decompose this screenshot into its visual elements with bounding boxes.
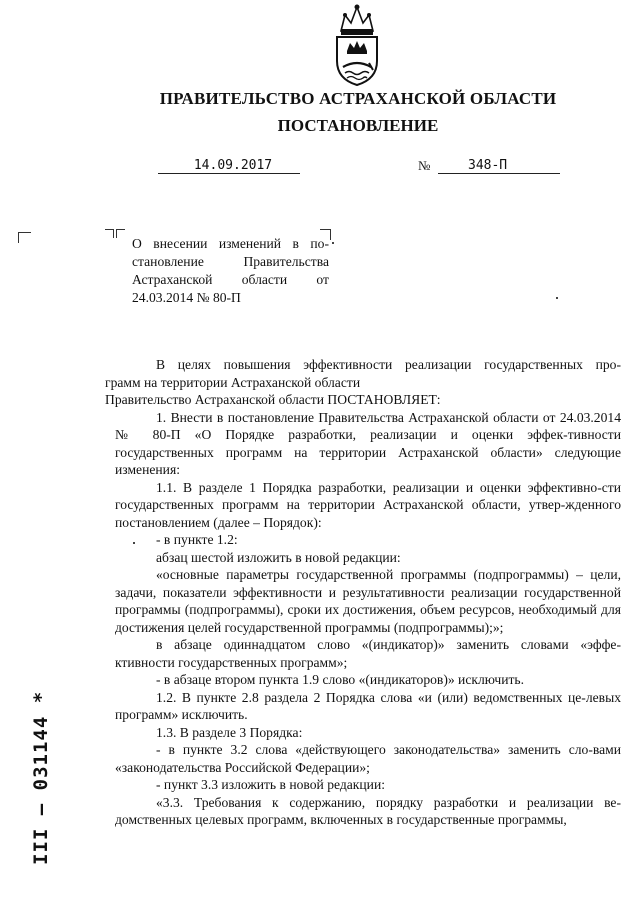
government-name: ПРАВИТЕЛЬСТВО АСТРАХАНСКОЙ ОБЛАСТИ: [159, 89, 557, 108]
serial-number-stamp: [19, 690, 52, 865]
corner-mark: [116, 229, 125, 238]
body-paragraph: «3.3. Требования к содержанию, порядку разработки и реализации ве-домственных целевых программ, включенных в государственные программы,: [115, 794, 621, 827]
document-title: [132, 235, 329, 307]
document-number: 348-П: [438, 158, 560, 174]
body-paragraph: - в пункте 1.2:: [156, 532, 238, 547]
title-line: Астраханской области от: [132, 272, 329, 287]
body-paragraph: «основные параметры государственной программы (подпрограммы) – цели, задачи, показатели эффективности и результативности реализации государственной программы (подпрограммы), сроки их достижения, объем ресурсов, необходимый для достижения целей государственной программы (подпрограммы);»;: [115, 567, 621, 635]
document-type-heading: ПОСТАНОВЛЕНИЕ: [277, 116, 439, 135]
title-line: О внесении изменений в по-: [132, 236, 329, 251]
corner-mark: [105, 229, 114, 238]
serial-number: ІІІ – 031144 *: [30, 690, 52, 865]
title-line: становление Правительства: [132, 254, 329, 269]
document-date: 14.09.2017: [158, 158, 300, 174]
body-paragraph: В целях повышения эффективности реализации государственных про-: [156, 357, 621, 372]
body-paragraph: 1.1. В разделе 1 Порядка разработки, реализации и оценки эффективно-сти государственных программ на территории Астраханской области, утвер-жденного постановлением (далее – Порядок):: [115, 479, 621, 530]
corner-mark: [18, 232, 31, 243]
coat-of-arms-icon: [329, 3, 385, 87]
body-paragraph: 1. Внести в постановление Правительства Астраханской области от 24.03.2014 № 80-П «О Порядке разработки, реализации и оценки эффек-тивности государственных программ на территории Астраханской области» следующие изменения:: [115, 409, 621, 477]
scan-speck: [332, 242, 334, 244]
body-paragraph: - в абзаце втором пункта 1.9 слово «(индикаторов)» исключить.: [156, 672, 525, 687]
body-paragraph: 1.2. В пункте 2.8 раздела 2 Порядка слова «и (или) ведомственных це-левых программ» исключить.: [115, 689, 621, 722]
body-paragraph: - в пункте 3.2 слова «действующего законодательства» заменить сло-вами «законодательства Российской Федерации»;: [115, 742, 621, 775]
title-line: 24.03.2014 № 80-П: [132, 290, 241, 305]
body-paragraph: 1.3. В разделе 3 Порядка:: [156, 724, 303, 740]
body-paragraph: - пункт 3.3 изложить в новой редакции:: [156, 777, 386, 792]
number-sign: №: [418, 158, 431, 173]
body-paragraph: грамм на территории Астраханской области: [105, 374, 361, 390]
body-paragraph: в абзаце одиннадцатом слово «(индикатор)» заменить словами «эффе-ктивности государственных программ»;: [115, 637, 621, 670]
scan-speck: [556, 297, 558, 299]
body-paragraph: абзац шестой изложить в новой редакции:: [156, 549, 401, 565]
body-paragraph: Правительство Астраханской области ПОСТАНОВЛЯЕТ:: [105, 392, 441, 407]
document-body: [105, 356, 621, 829]
